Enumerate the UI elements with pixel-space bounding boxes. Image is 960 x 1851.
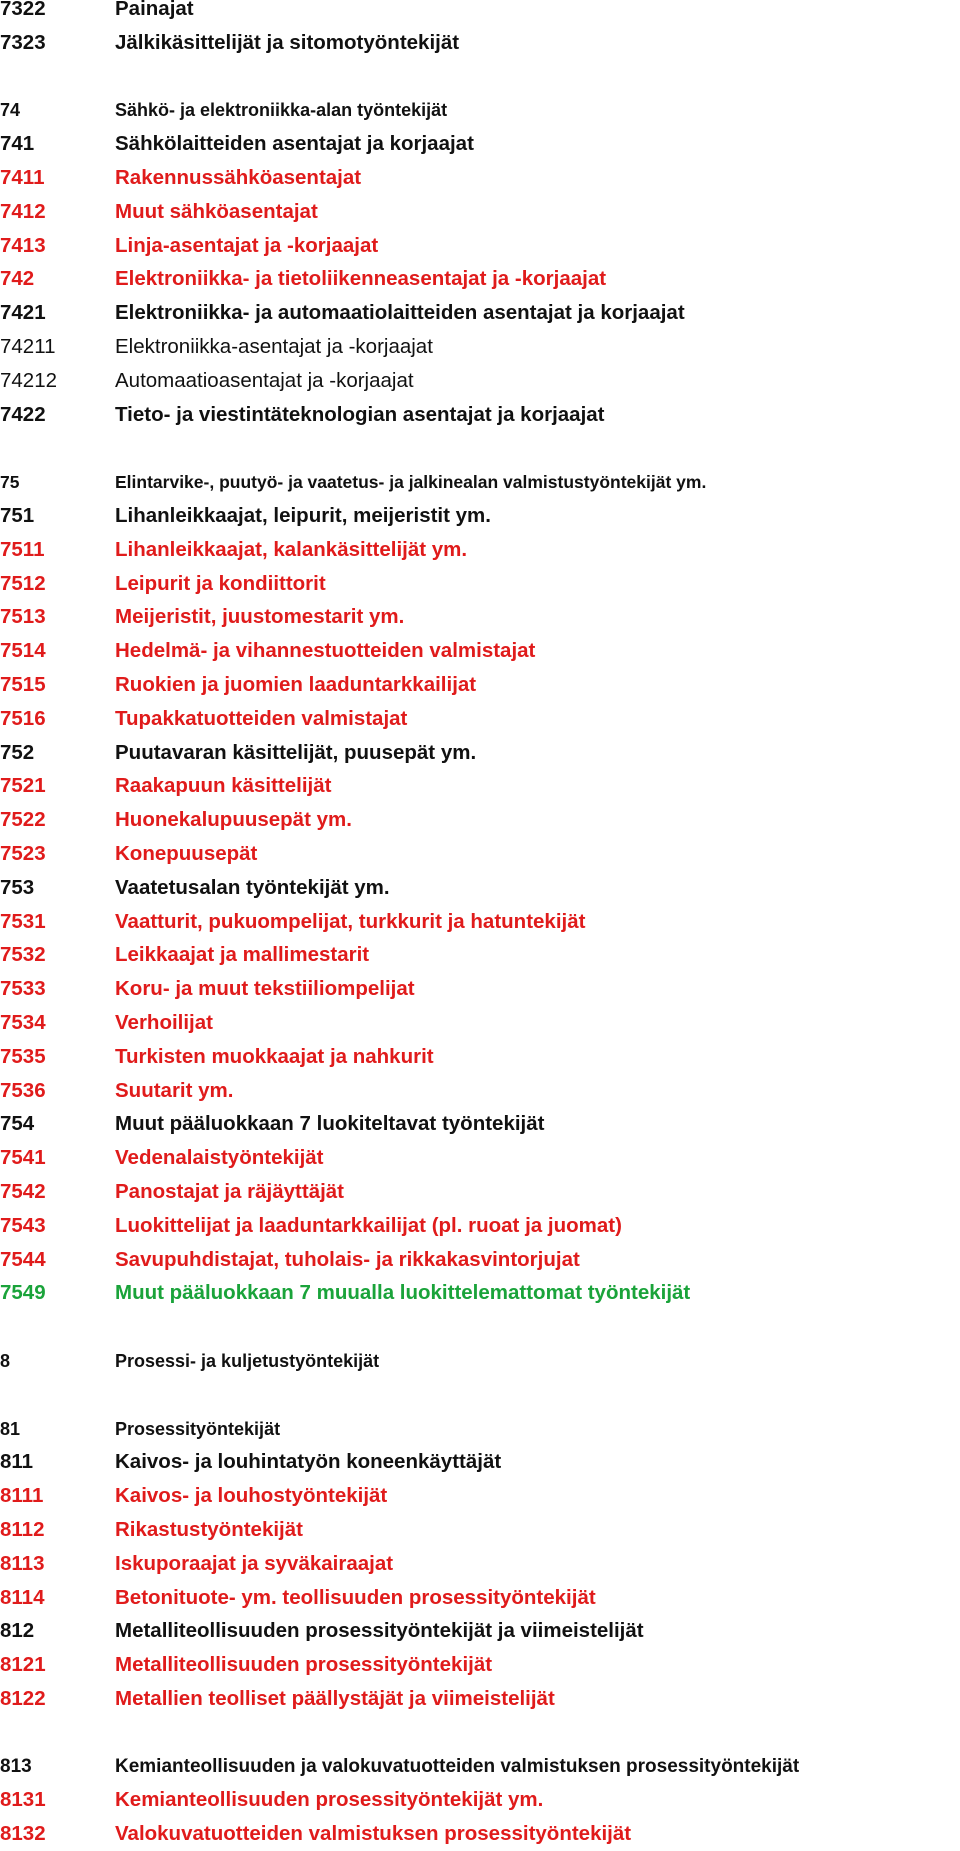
classification-row (0, 668, 960, 702)
row-title: Luokittelijat ja laaduntarkkailijat (pl. ruoat ja juomat) (115, 1213, 622, 1237)
classification-row (0, 1614, 960, 1648)
classification-row (0, 1209, 960, 1243)
row-title: Muut sähköasentajat (115, 199, 318, 223)
classification-row (0, 803, 960, 837)
row-code: 8122 (0, 1687, 46, 1710)
row-title: Suutarit ym. (115, 1078, 234, 1102)
row-title: Iskuporaajat ja syväkairaajat (115, 1551, 394, 1575)
row-title: Valokuvatuotteiden valmistuksen prosessityöntekijät (115, 1822, 632, 1846)
classification-row (0, 1445, 960, 1479)
row-title: Panostajat ja räjäyttäjät (115, 1180, 345, 1203)
classification-row (0, 161, 960, 195)
row-code: 8111 (0, 1484, 44, 1508)
row-title: Metalliteollisuuden prosessityöntekijät (115, 1653, 493, 1677)
row-title: Lihanleikkaajat, leipurit, meijeristit ym. (115, 504, 491, 527)
row-title: Prosessi- ja kuljetustyöntekijät (115, 1351, 380, 1371)
classification-row (0, 195, 960, 229)
row-title: Leipurit ja kondiittorit (115, 571, 326, 595)
classification-row (0, 1040, 960, 1074)
classification-row (0, 465, 960, 499)
classification-row (0, 905, 960, 939)
classification-row (0, 1648, 960, 1682)
classification-row (0, 262, 960, 296)
classification-row (0, 1412, 960, 1446)
classification-row (0, 1581, 960, 1615)
classification-row (0, 0, 960, 26)
classification-row (0, 1006, 960, 1040)
row-code: 7511 (0, 537, 45, 561)
row-code: 812 (0, 1619, 35, 1643)
row-code: 75 (0, 472, 20, 493)
classification-row (0, 1817, 960, 1851)
row-code: 74212 (0, 368, 58, 392)
row-title: Lihanleikkaajat, kalankäsittelijät ym. (115, 537, 468, 561)
classification-row (0, 1141, 960, 1175)
row-code: 7523 (0, 842, 46, 865)
classification-row (0, 296, 960, 330)
row-title: Vaatetusalan työntekijät ym. (115, 875, 390, 899)
classification-row (0, 127, 960, 161)
classification-row (0, 1107, 960, 1141)
row-code: 742 (0, 267, 35, 291)
row-code: 81 (0, 1418, 21, 1439)
classification-row (0, 1074, 960, 1108)
classification-row (0, 533, 960, 567)
row-title: Metalliteollisuuden prosessityöntekijät ja viimeistelijät (115, 1619, 644, 1643)
row-title: Prosessityöntekijät (115, 1418, 281, 1439)
row-title: Hedelmä- ja vihannestuotteiden valmistajat (115, 639, 536, 663)
row-title: Jälkikäsittelijät ja sitomotyöntekijät (115, 30, 460, 54)
row-code: 7549 (0, 1281, 46, 1305)
classification-row (0, 938, 960, 972)
row-title: Puutavaran käsittelijät, puusepät ym. (115, 740, 477, 764)
classification-row (0, 702, 960, 736)
classification-row (0, 769, 960, 803)
classification-row (0, 1682, 960, 1716)
row-title: Konepuusepät (115, 842, 258, 865)
row-code: 7544 (0, 1247, 46, 1271)
row-code: 7323 (0, 30, 46, 54)
classification-row (0, 1276, 960, 1310)
classification-row (0, 93, 960, 127)
row-code: 8114 (0, 1585, 45, 1609)
row-title: Vedenalaistyöntekijät (115, 1146, 324, 1170)
row-title: Metallien teolliset päällystäjät ja viimeistelijät (115, 1687, 555, 1710)
classification-row (0, 567, 960, 601)
row-code: 7413 (0, 233, 46, 257)
classification-row (0, 1243, 960, 1277)
row-title: Leikkaajat ja mallimestarit (115, 943, 370, 967)
row-code: 7516 (0, 706, 46, 730)
row-title: Huonekalupuusepät ym. (115, 808, 352, 832)
classification-row (0, 499, 960, 533)
row-title: Ruokien ja juomien laaduntarkkailijat (115, 673, 477, 696)
row-title: Vaatturit, pukuompelijat, turkkurit ja hatuntekijät (115, 909, 586, 933)
row-code: 8113 (0, 1551, 45, 1575)
row-title: Tupakkatuotteiden valmistajat (115, 706, 408, 730)
row-code: 813 (0, 1755, 32, 1777)
row-code: 7411 (0, 166, 45, 189)
row-code: 7515 (0, 673, 46, 696)
row-code: 7422 (0, 402, 46, 426)
classification-row (0, 26, 960, 60)
classification-row (0, 1750, 960, 1784)
classification-row (0, 229, 960, 263)
row-title: Tieto- ja viestintäteknologian asentajat ja korjaajat (115, 402, 605, 426)
row-code: 7536 (0, 1078, 46, 1102)
row-code: 8132 (0, 1822, 46, 1846)
row-title: Muut pääluokkaan 7 luokiteltavat työntekijät (115, 1112, 545, 1136)
row-code: 8 (0, 1351, 11, 1371)
row-title: Painajat (115, 0, 194, 20)
classification-row (0, 1344, 960, 1378)
row-title: Sähkö- ja elektroniikka-alan työntekijät (115, 100, 448, 121)
row-code: 8112 (0, 1518, 45, 1541)
row-code: 7522 (0, 808, 46, 832)
row-code: 7542 (0, 1180, 46, 1203)
row-title: Betonituote- ym. teollisuuden prosessityöntekijät (115, 1585, 596, 1609)
classification-row (0, 1479, 960, 1513)
row-code: 7534 (0, 1011, 46, 1034)
row-code: 752 (0, 740, 35, 764)
row-code: 7421 (0, 301, 46, 325)
row-code: 7521 (0, 774, 46, 798)
classification-row (0, 1783, 960, 1817)
classification-row (0, 364, 960, 398)
row-code: 741 (0, 132, 35, 156)
row-code: 7322 (0, 0, 46, 20)
row-title: Kemianteollisuuden prosessityöntekijät ym. (115, 1788, 544, 1812)
classification-row (0, 330, 960, 364)
row-code: 7513 (0, 605, 46, 629)
row-title: Koru- ja muut tekstiiliompelijat (115, 977, 415, 1001)
row-code: 74 (0, 100, 21, 121)
row-title: Kaivos- ja louhintatyön koneenkäyttäjät (115, 1450, 502, 1474)
row-code: 7543 (0, 1213, 46, 1237)
row-title: Meijeristit, juustomestarit ym. (115, 605, 405, 629)
row-code: 811 (0, 1450, 34, 1474)
row-code: 753 (0, 875, 35, 899)
row-code: 7533 (0, 977, 46, 1001)
row-title: Linja-asentajat ja -korjaajat (115, 233, 379, 257)
row-title: Raakapuun käsittelijät (115, 774, 332, 798)
classification-row (0, 600, 960, 634)
row-title: Elintarvike-, puutyö- ja vaatetus- ja jalkinealan valmistustyöntekijät ym. (115, 472, 707, 493)
row-title: Elektroniikka- ja automaatiolaitteiden asentajat ja korjaajat (115, 301, 685, 325)
row-code: 751 (0, 504, 35, 527)
row-code: 74211 (0, 335, 56, 358)
row-title: Savupuhdistajat, tuholais- ja rikkakasvintorjujat (115, 1247, 580, 1271)
classification-row (0, 1513, 960, 1547)
row-title: Verhoilijat (115, 1011, 213, 1034)
row-code: 8131 (0, 1788, 46, 1812)
row-code: 7412 (0, 199, 46, 223)
classification-row (0, 871, 960, 905)
classification-row (0, 837, 960, 871)
classification-row (0, 1547, 960, 1581)
row-title: Sähkölaitteiden asentajat ja korjaajat (115, 132, 474, 156)
row-title: Turkisten muokkaajat ja nahkurit (115, 1044, 434, 1068)
row-title: Muut pääluokkaan 7 muualla luokittelemattomat työntekijät (115, 1281, 691, 1305)
row-title: Rikastustyöntekijät (115, 1518, 303, 1541)
classification-row (0, 736, 960, 770)
classification-row (0, 398, 960, 432)
row-code: 754 (0, 1112, 35, 1136)
row-code: 7531 (0, 909, 46, 933)
row-title: Kemianteollisuuden ja valokuvatuotteiden valmistuksen prosessityöntekijät (115, 1755, 800, 1777)
classification-row (0, 634, 960, 668)
row-code: 8121 (0, 1653, 46, 1677)
classification-row (0, 972, 960, 1006)
classification-row (0, 1175, 960, 1209)
row-title: Automaatioasentajat ja -korjaajat (115, 368, 414, 392)
row-title: Kaivos- ja louhostyöntekijät (115, 1484, 388, 1508)
row-code: 7535 (0, 1044, 46, 1068)
row-code: 7512 (0, 571, 46, 595)
row-title: Elektroniikka- ja tietoliikenneasentajat ja -korjaajat (115, 267, 607, 291)
row-code: 7514 (0, 639, 46, 663)
row-code: 7532 (0, 943, 46, 967)
row-title: Elektroniikka-asentajat ja -korjaajat (115, 335, 433, 358)
row-title: Rakennussähköasentajat (115, 166, 362, 189)
row-code: 7541 (0, 1146, 46, 1170)
